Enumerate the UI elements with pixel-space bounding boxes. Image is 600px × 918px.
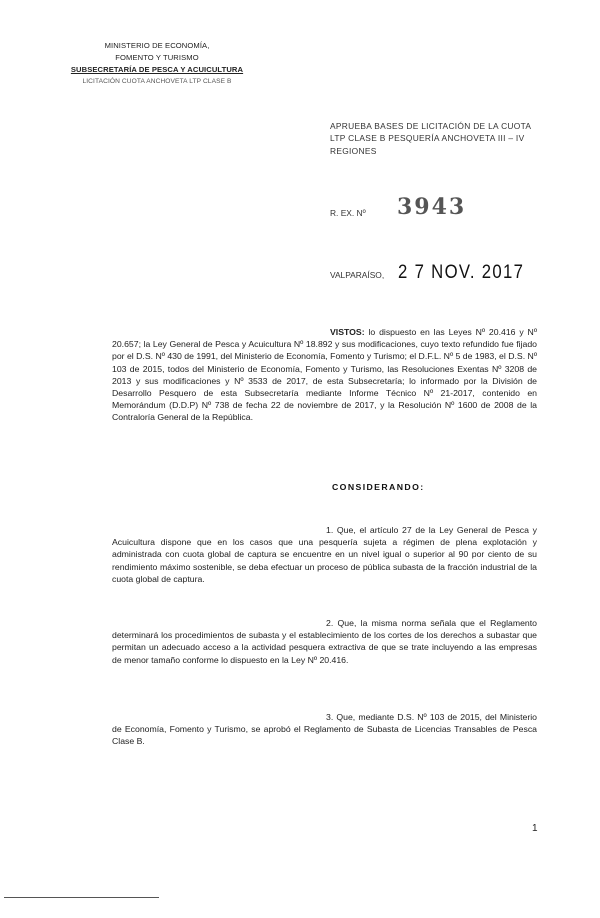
department-line: LICITACIÓN CUOTA ANCHOVETA LTP CLASE B bbox=[82, 78, 232, 85]
vistos-text: lo dispuesto en las Leyes Nº 20.416 y Nº 20.657; la Ley General de Pesca y Acuicultura Nº 18.892 y sus modificaciones, cuyo texto refundido fue fijado por el D.S. Nº 430 de 1991, del Ministerio de Economía, Fomento y Turismo; el D.F.L. Nº 5 de 1983, el D.S. Nº 103 de 2015, todos del Ministerio de Economía, Fomento y Turismo, las Resoluciones Exentas Nº 3208 de 2013 y sus modificaciones y Nº 3533 de 2017, de esta Subsecretaría; lo informado por la División de Desarrollo Pesquero de esta Subsecretaría mediante Informe Técnico Nº 21-2017, contenido en Memorándum (D.D.P) Nº 738 de fecha 22 de noviembre de 2017, y la Resolución Nº 1600 de 2008 de la Contraloría General de la República. bbox=[112, 327, 537, 423]
vistos-paragraph bbox=[112, 326, 537, 424]
resolution-number: 3943 bbox=[397, 194, 467, 220]
place-label: VALPARAÍSO, bbox=[330, 270, 385, 280]
considerando-item-3: 3. Que, mediante D.S. Nº 103 de 2015, del Ministerio de Economía, Fomento y Turismo, se aprobó el Reglamento de Subasta de Licencias Transables de Pesca Clase B. bbox=[112, 712, 537, 747]
subsecretariat-line: SUBSECRETARÍA DE PESCA Y ACUICULTURA bbox=[70, 65, 244, 74]
issuer-header bbox=[52, 40, 262, 88]
considerando-title: CONSIDERANDO: bbox=[332, 482, 425, 492]
vistos-keyword: VISTOS: bbox=[330, 327, 365, 337]
page-number: 1 bbox=[532, 823, 538, 834]
resolution-label: R. EX. Nº bbox=[330, 208, 366, 218]
ministry-line: MINISTERIO DE ECONOMÍA, bbox=[104, 41, 210, 50]
considerando-item-2: 2. Que, la misma norma señala que el Reglamento determinará los procedimientos de subasta y el establecimiento de los cortes de los derechos a subastar que permitan un adecuado acceso a la actividad pesquera extractiva de que se trate incluyendo a las empresas de menor tamaño conforme lo dispuesto en la Ley Nº 20.416. bbox=[112, 618, 537, 665]
footnote-divider bbox=[4, 897, 159, 898]
ministry-line-2: FOMENTO Y TURISMO bbox=[115, 53, 199, 62]
considerando-item-1: 1. Que, el artículo 27 de la Ley General de Pesca y Acuicultura dispone que en los casos que una pesquería sujeta a régimen de plena explotación y administrada con cuota global de captura se encuentre en un nivel igual o superior al 90 por ciento de su rendimiento máximo sostenible, se deba efectuar un proceso de pública subasta de la fracción industrial de la cuota global de captura. bbox=[112, 525, 537, 584]
date-stamp: 2 7 NOV. 2017 bbox=[398, 262, 525, 283]
resolution-subject: APRUEBA BASES DE LICITACIÓN DE LA CUOTA LTP CLASE B PESQUERÍA ANCHOVETA III – IV REGIONES bbox=[330, 121, 531, 156]
